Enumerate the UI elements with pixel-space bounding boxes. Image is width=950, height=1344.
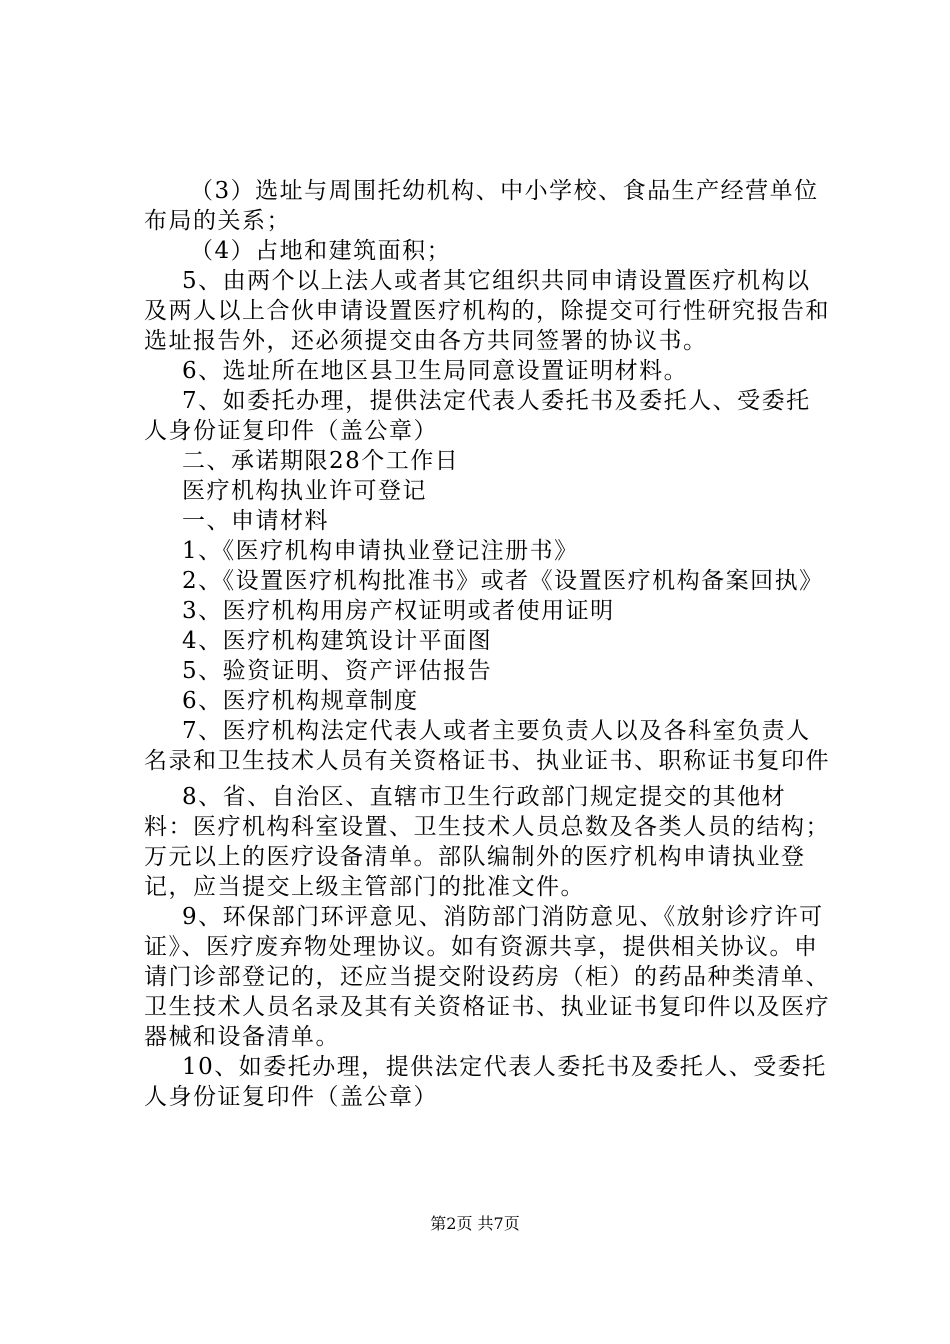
paragraph-3: 5、由两个以上法人或者其它组织共同申请设置医疗机构以及两人以上合伙申请设置医疗机构的，除提交可行性研究报告和选址报告外，还必须提交由各方共同签署的协议书。: [144, 268, 830, 354]
paragraph-12: 4、医疗机构建筑设计平面图: [182, 628, 493, 654]
section-title: 医疗机构执业许可登记: [182, 478, 427, 504]
paragraph-13: 5、验资证明、资产评估报告: [182, 658, 493, 684]
paragraph-18: 10、如委托办理，提供法定代表人委托书及委托人、受委托人身份证复印件（盖公章）: [144, 1054, 827, 1110]
paragraph-17: 9、环保部门环评意见、消防部门消防意见、《放射诊疗许可证》、医疗废弃物处理协议。如有资源共享，提供相关协议。申请门诊部登记的，还应当提交附设药房（柜）的药品种类清单、卫生技术人员名录及其有关资格证书、执业证书复印件以及医疗器械和设备清单。: [144, 904, 830, 1050]
paragraph-16: 8、省、自治区、直辖市卫生行政部门规定提交的其他材料：医疗机构科室设置、卫生技术人员总数及各类人员的结构；万元以上的医疗设备清单。部队编制外的医疗机构申请执业登记，应当提交上级主管部门的批准文件。: [144, 784, 830, 900]
paragraph-4: 6、选址所在地区县卫生局同意设置证明材料。: [182, 358, 689, 384]
document-body: [144, 176, 834, 1112]
paragraph-1: （3）选址与周围托幼机构、中小学校、食品生产经营单位布局的关系；: [144, 178, 819, 234]
page-number-footer: 第2页 共7页: [430, 1214, 520, 1233]
paragraph-15: 7、医疗机构法定代表人或者主要负责人以及各科室负责人名录和卫生技术人员有关资格证书、执业证书、职称证书复印件: [144, 718, 830, 774]
paragraph-11: 3、医疗机构用房产权证明或者使用证明: [182, 598, 615, 624]
paragraph-8: 一、申请材料: [182, 508, 329, 534]
paragraph-2: （4）占地和建筑面积；: [190, 238, 452, 264]
paragraph-5: 7、如委托办理，提供法定代表人委托书及委托人、受委托人身份证复印件（盖公章）: [144, 388, 811, 444]
paragraph-6: 二、承诺期限28个工作日: [182, 448, 460, 474]
paragraph-10: 2、《设置医疗机构批准书》或者《设置医疗机构备案回执》: [182, 568, 824, 594]
paragraph-9: 1、《医疗机构申请执业登记注册书》: [182, 538, 579, 564]
paragraph-14: 6、医疗机构规章制度: [182, 688, 419, 714]
